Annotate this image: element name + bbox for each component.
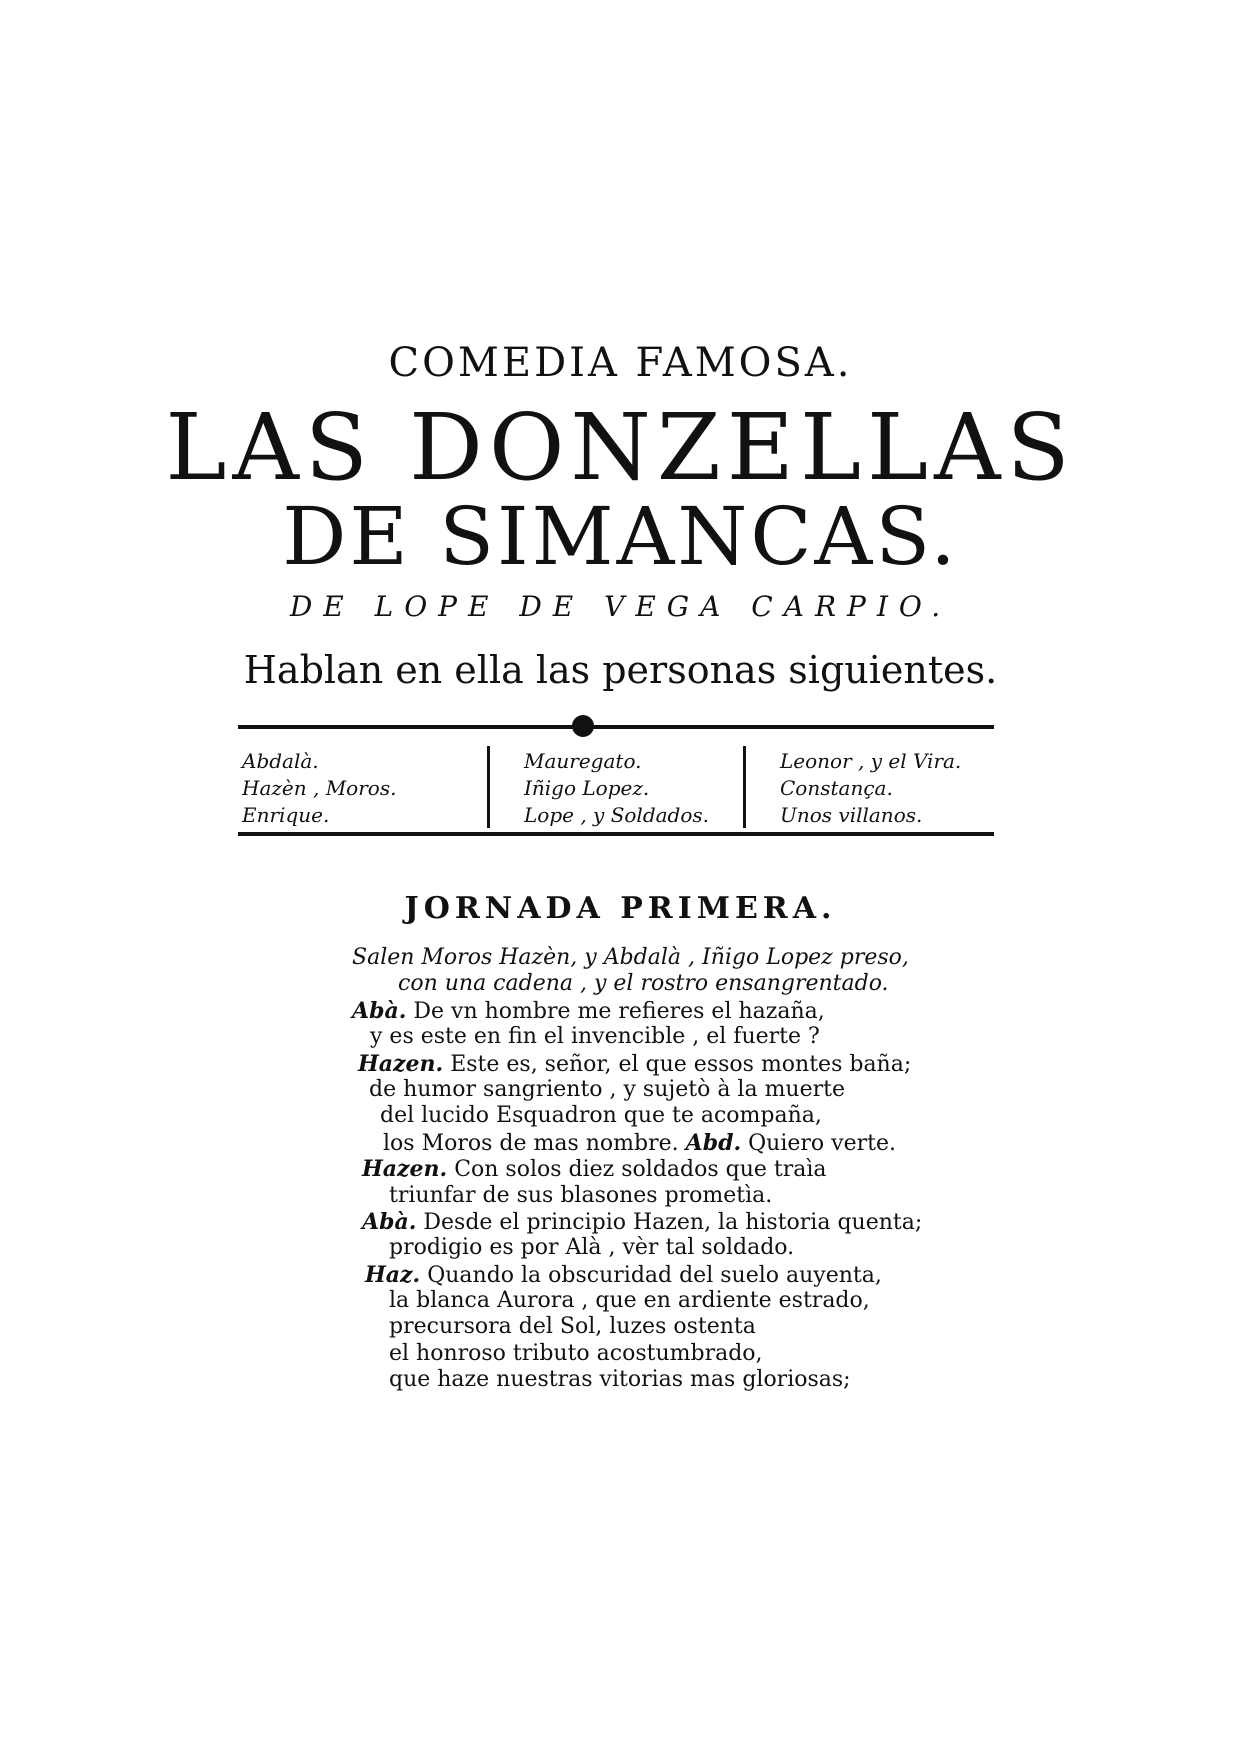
personas-heading: Hablan en ella las personas siguientes. [243, 648, 998, 692]
pretitle: COMEDIA FAMOSA. [388, 340, 853, 386]
verse-line: que haze nuestras vitorias mas gloriosas; [389, 1367, 851, 1393]
cast-name: Unos villanos. [780, 803, 923, 827]
column-divider [487, 746, 490, 828]
verse-line: triunfar de sus blasones prometìa. [389, 1182, 773, 1208]
cast-name: Mauregato. [524, 749, 642, 773]
verse-line [0, 1262, 1241, 1288]
speaker-label: Abd. [685, 1129, 742, 1156]
verse-line: del lucido Esquadron que te acompaña, [380, 1103, 822, 1129]
verse-text-span: Quando la obscuridad del suelo auyenta, [427, 1262, 882, 1288]
stage-direction: con una cadena , y el rostro ensangrentado. [398, 971, 889, 997]
verse-text-span: Quiero verte. [748, 1130, 896, 1156]
cast-name: Lope , y Soldados. [524, 803, 710, 827]
verse-line: la blanca Aurora , que en ardiente estrado, [389, 1288, 870, 1314]
verse-line [0, 998, 1241, 1024]
verse-text-span: De vn hombre me refieres el hazaña, [413, 998, 825, 1024]
speaker-label: Abà. [362, 1208, 417, 1235]
cast-name: Enrique. [242, 803, 330, 827]
verse-line: el honroso tributo acostumbrado, [389, 1340, 763, 1366]
stage-direction: Salen Moros Hazèn, y Abdalà , Iñigo Lopez preso, [352, 945, 909, 970]
speaker-label: Abà. [352, 997, 407, 1024]
verse-line: y es este en fin el invencible , el fuerte ? [370, 1024, 820, 1050]
author-line: DE LOPE DE VEGA CARPIO. [289, 590, 952, 623]
cast-column-1 [242, 748, 396, 829]
speaker-label: Hazen. [362, 1156, 448, 1183]
verse-line [0, 1130, 1241, 1156]
verse-line [0, 1051, 1241, 1077]
cast-name: Constança. [780, 776, 893, 800]
cast-column-3 [780, 748, 961, 829]
verse-text [0, 945, 1241, 1394]
speaker-label: Hazen. [358, 1050, 444, 1077]
verse-line [0, 1156, 1241, 1182]
verse-text-span: Desde el principio Hazen, la historia quenta; [423, 1209, 923, 1235]
fleuron-ornament [572, 715, 594, 737]
top-rule [238, 725, 994, 729]
act-heading: JORNADA PRIMERA. [404, 891, 837, 926]
cast-name: Hazèn , Moros. [242, 776, 397, 800]
verse-text-span: Este es, señor, el que essos montes baña; [450, 1051, 912, 1077]
title-line-2: DE SIMANCAS. [282, 490, 959, 583]
speaker-label: Haz. [365, 1261, 421, 1288]
verse-line: prodigio es por Alà , vèr tal soldado. [389, 1235, 795, 1261]
verse-line [0, 1209, 1241, 1235]
cast-column-2 [524, 748, 709, 829]
cast-name: Iñigo Lopez. [524, 776, 650, 800]
verse-line: de humor sangriento , y sujetò à la muerte [369, 1076, 845, 1102]
verse-line: precursora del Sol, luzes ostenta [389, 1314, 756, 1340]
cast-name: Abdalà. [242, 749, 319, 773]
cast-name: Leonor , y el Vira. [780, 749, 962, 773]
bottom-rule [238, 832, 994, 836]
verse-text-span: los Moros de mas nombre. [383, 1130, 679, 1156]
column-divider [743, 746, 746, 828]
verse-text-span: Con solos diez soldados que traìa [454, 1157, 827, 1183]
title-line-1: LAS DONZELLAS [165, 394, 1076, 501]
